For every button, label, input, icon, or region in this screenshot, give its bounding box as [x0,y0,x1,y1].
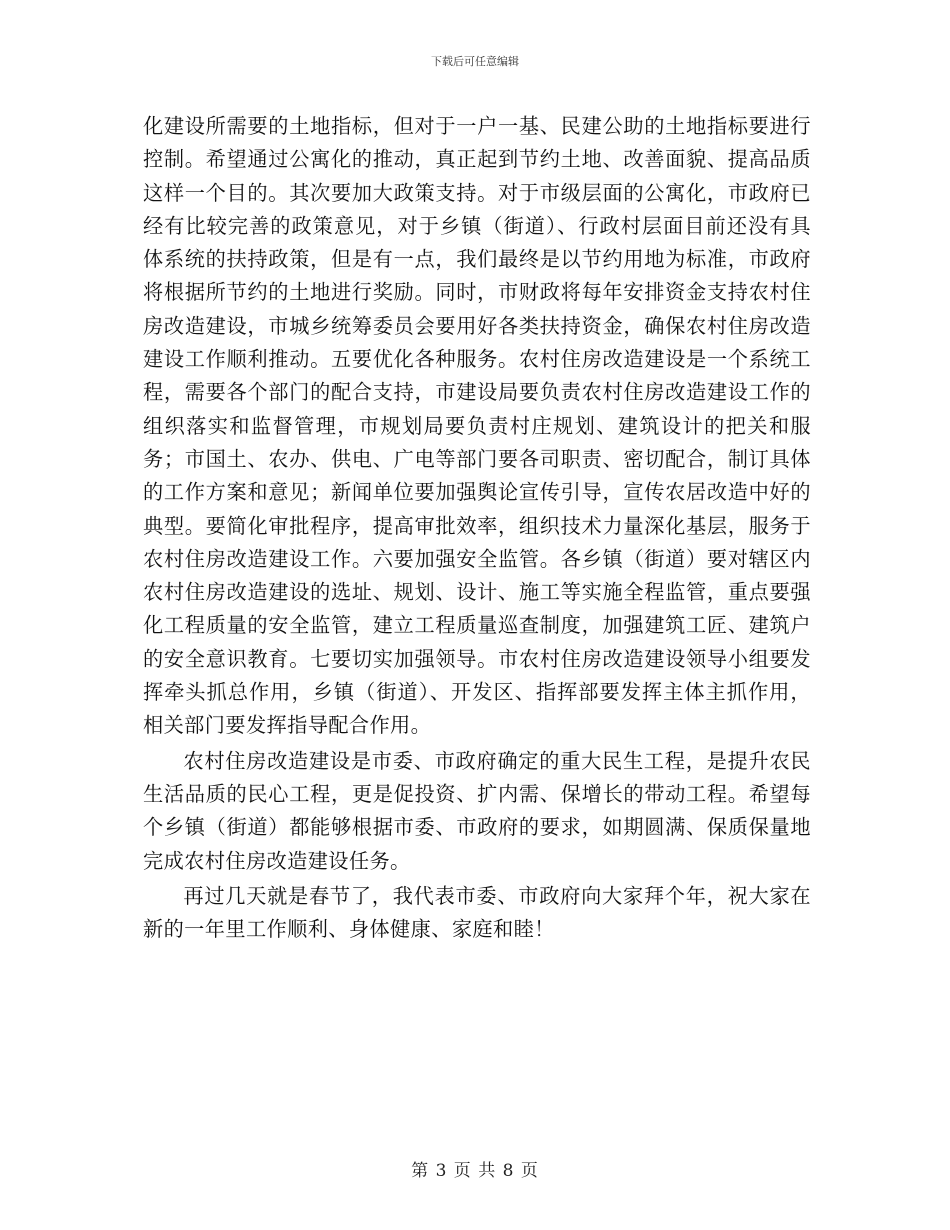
page-number-footer: 第 3 页 共 8 页 [411,1161,539,1181]
paragraph-1: 化建设所需要的土地指标，但对于一户一基、民建公助的土地指标要进行控制。希望通过公寓化的推动，真正起到节约土地、改善面貌、提高品质这样一个目的。其次要加大政策支持。对于市级层面的公寓化，市政府已经有比较完善的政策意见，对于乡镇（街道）、行政村层面目前还没有具体系统的扶持政策，但是有一点，我们最终是以节约用地为标准，市政府将根据所节约的土地进行奖励。同时，市财政将每年安排资金支持农村住房改造建设，市城乡统筹委员会要用好各类扶持资金，确保农村住房改造建设工作顺利推动。五要优化各种服务。农村住房改造建设是一个系统工程，需要各个部门的配合支持，市建设局要负责农村住房改造建设工作的组织落实和监督管理，市规划局要负责村庄规划、建筑设计的把关和服务；市国土、农办、供电、广电等部门要各司职责、密切配合，制订具体的工作方案和意见；新闻单位要加强舆论宣传引导，宣传农居改造中好的典型。要简化审批程序，提高审批效率，组织技术力量深化基层，服务于农村住房改造建设工作。六要加强安全监管。各乡镇（街道）要对辖区内农村住房改造建设的选址、规划、设计、施工等实施全程监管，重点要强化工程质量的安全监管，建立工程质量巡查制度，加强建筑工匠、建筑户的安全意识教育。七要切实加强领导。市农村住房改造建设领导小组要发挥牵头抓总作用，乡镇（街道）、开发区、指挥部要发挥主体主抓作用，相关部门要发挥指导配合作用。 [143,114,811,738]
paragraph-2: 农村住房改造建设是市委、市政府确定的重大民生工程，是提升农民生活品质的民心工程，更是促投资、扩内需、保增长的带动工程。希望每个乡镇（街道）都能够根据市委、市政府的要求，如期圆满、保质保量地完成农村住房改造建设任务。 [143,748,811,873]
paragraph-3: 再过几天就是春节了，我代表市委、市政府向大家拜个年，祝大家在新的一年里工作顺利、身体健康、家庭和睦！ [143,883,811,942]
page-header: 下载后可任意编辑 [431,55,519,68]
document-body [143,110,811,946]
